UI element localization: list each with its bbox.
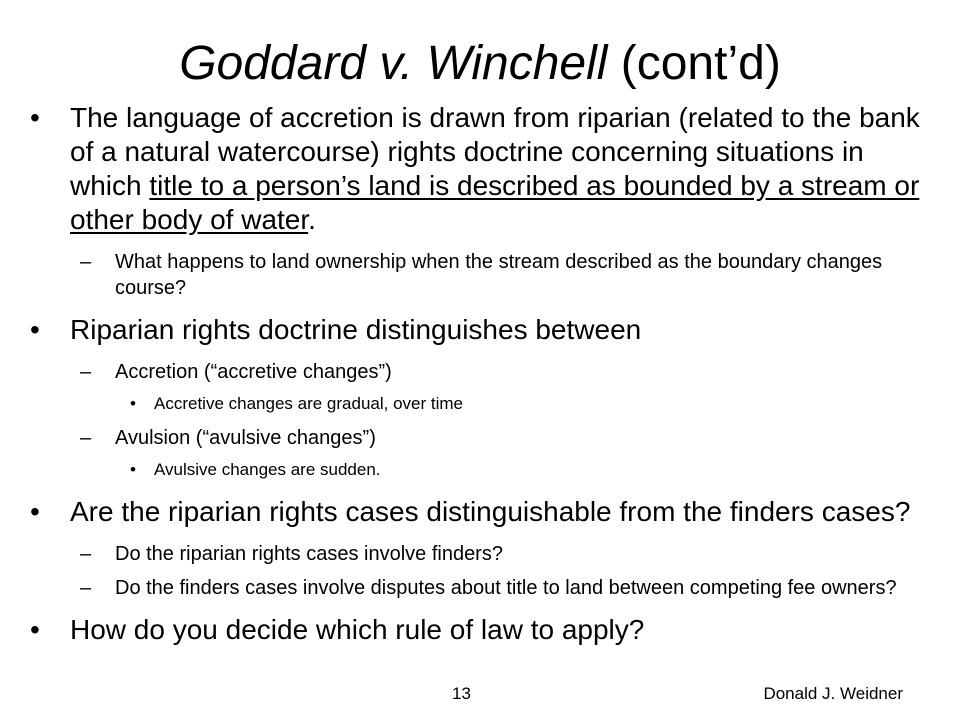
case-name: Goddard v. Winchell [179, 37, 608, 90]
subpoint-text: What happens to land ownership when the stream described as the boundary changes course? [115, 251, 883, 299]
bullet-text-tail: . [308, 204, 316, 235]
dash-glyph: – [80, 361, 92, 383]
page-number: 13 [452, 684, 471, 703]
slide-title [0, 36, 960, 91]
detail-text: Avulsive changes are sudden. [154, 460, 381, 479]
subpoint-text: Accretion (“accretive changes”) [115, 361, 392, 383]
detail-text: Accretive changes are gradual, over time [154, 394, 463, 413]
bullet-rule-of-law-question [30, 613, 930, 647]
sub-bullet-glyph: • [130, 460, 136, 479]
slide-body [30, 101, 930, 659]
subpoint-text: Avulsion (“avulsive changes”) [115, 427, 376, 449]
bullet-distinguishable-question [30, 495, 930, 529]
subpoint-finders-question [30, 541, 930, 567]
subpoint-text: Do the riparian rights cases involve finders? [115, 543, 503, 565]
bullet-text: How do you decide which rule of law to apply? [70, 614, 645, 645]
bullet-text-underlined: title to a person’s land is described as bounded by a stream or other body of water [70, 170, 920, 235]
bullet-glyph: • [30, 614, 40, 645]
dash-glyph: – [80, 251, 92, 273]
bullet-glyph: • [30, 496, 40, 527]
bullet-text-lead: The language of accretion is drawn from riparian (related to the bank of a natural watercourse) rights doctrine concerning situations in which [70, 102, 920, 201]
bullet-glyph: • [30, 314, 40, 345]
dash-glyph: – [80, 577, 92, 599]
bullet-text: Riparian rights doctrine distinguishes between [70, 314, 642, 345]
detail-accretion [30, 393, 930, 415]
dash-glyph: – [80, 427, 92, 449]
dash-glyph: – [80, 543, 92, 565]
bullet-accretion-language [30, 101, 930, 237]
bullet-glyph: • [30, 102, 40, 133]
bullet-riparian-doctrine [30, 313, 930, 347]
title-suffix: (cont’d) [607, 37, 781, 90]
subpoint-avulsion [30, 425, 930, 451]
subpoint-boundary-question [30, 249, 930, 301]
detail-avulsion [30, 459, 930, 481]
subpoint-accretion [30, 359, 930, 385]
footer-author: Donald J. Weidner [763, 684, 903, 703]
subpoint-text: Do the finders cases involve disputes about title to land between competing fee owners? [115, 577, 897, 599]
sub-bullet-glyph: • [130, 394, 136, 413]
subpoint-title-dispute-question [30, 575, 930, 601]
bullet-text: Are the riparian rights cases distinguishable from the finders cases? [70, 496, 911, 527]
